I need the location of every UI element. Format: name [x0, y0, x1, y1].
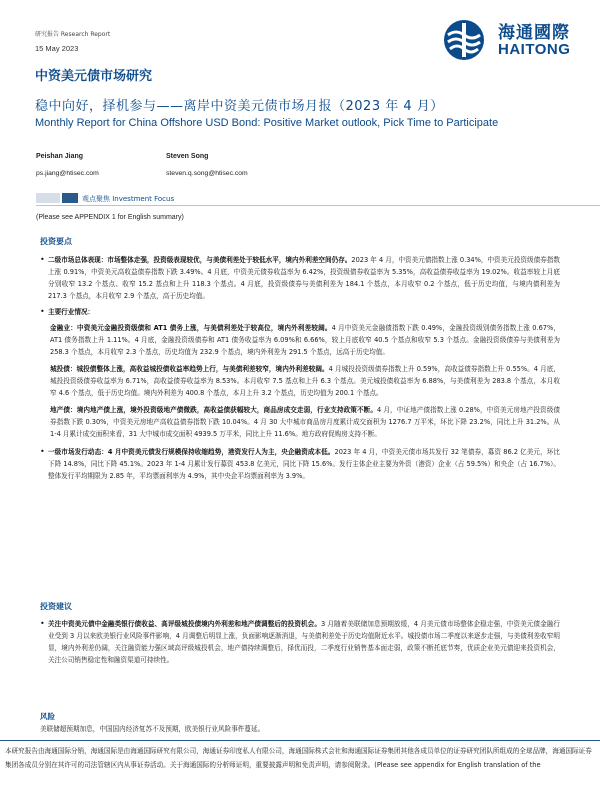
real-estate-paragraph	[50, 404, 560, 440]
bullet-lead: 关注中资美元债中金融类银行债收益、高评级城投债境内外利差和地产债调整后的投资机会。	[48, 620, 321, 628]
bullet-secondary-market	[40, 254, 560, 302]
bullet-body: 2023 年 4 月，中资美元债市场共发行 32 笔债券，募资 86.2 亿美元，环比下降 14.8%，同比下降 45.1%。2023 年 1-4 月累计发行募资 453.8 亿美元，同比下降 15.6%。发行主体企业主要为外资（港资）企业（占 59.5%）和央企（占 16.7%）。整体发行平均期限为 2.85 年，平均票面利率为 4.9%，其中央企平均票面利率为 3.9%。	[48, 448, 560, 480]
real-estate-lead: 地产债：境内地产债上涨，境外投资级地产债微跌，高收益债获幅较大，商品房成交走弱，行业支持政策不断。	[50, 406, 378, 414]
bullet-icon: •	[40, 619, 45, 628]
section-title: 中资美元债市场研究	[35, 69, 153, 84]
heading-highlights: 投资要点	[40, 237, 72, 246]
bullet-lead: 一级市场发行动态：4 月中资美元债发行规模保持收缩趋势，港资发行人为主，央企融资成本低。	[48, 448, 335, 456]
focus-accent-dark	[62, 193, 78, 203]
bullet-lead: 二级市场总体表现：市场整体走强，投资级表现较优，与美债利差处于较低水平，境内外利差空间仍存。	[48, 256, 352, 264]
report-title-cn: 稳中向好，择机参与——离岸中资美元债市场月报（2023 年 4 月）	[35, 99, 444, 114]
report-date: 15 May 2023	[35, 44, 79, 53]
heading-risk: 风险	[40, 712, 55, 721]
highlights-body	[40, 254, 560, 482]
bullet-primary-market	[40, 446, 560, 482]
financial-body: 4 月中资美元金融债指数下跌 0.49%，金融投资级别债务指数上涨 0.67%，AT1 债务指数上升 1.11%。4 月底，金融投资级债券和 AT1 债务收益率为 6.09%和 6.66%，较上月底收窄 40.5 个基点和收窄 5.3 个基点。金融投资级债券与美债利差为 258.3 个基点，本月收窄 2.3 个基点，历史均值为 232.9 个基点，境内外利差为 291.5 个基点，远高于历史均值。	[50, 324, 560, 356]
summary-note: (Please see APPENDIX 1 for English summary)	[36, 214, 184, 221]
real-estate-body: 4 月，中证地产债指数上涨 0.28%，中资美元房地产投资级债券指数下跌 0.30%，中资美元房地产高收益债券指数下跌 10.04%。4 月 30 大中城市商品房月度累计成交面积为 1276.7 万平米，环比下降 23.2%，同比上升 31.2%。从 1-4 月累计成交面积来看，31 大中城市成交面积 4939.5 万平米，同比上升 11.6%。地方政府促购房支持不断。	[50, 406, 561, 438]
advice-body	[40, 618, 560, 666]
focus-divider	[36, 205, 600, 206]
city-bond-lead: 城投债：城投债整体上涨，高收益城投债收益率趋势上行，与美债利差较窄，境内外利差较阔。	[50, 365, 329, 373]
bullet-advice	[40, 618, 560, 666]
bullet-body: 3 月随着美联储加息预期放缓，4 月美元债市场整体企稳走强，中资美元债金融行业受到 3 月以来欧美银行业风险事件影响，4 月调整后明显上涨，负面影响逐渐消退，与美债利差处于历史均值附近水平。城投债市场二季度以来逐步走强，与美债利差收窄明显，境内外利差仍阔，关注融资能力强区域高评级城投机会，地产债持续调整后，择优而投，二季度行业销售基本面走弱，政策不断托底节奏，优质企业美元债迎来投资机会，关注公司销售稳定性和融资渠道可持续性。	[48, 620, 560, 664]
bullet-icon: •	[40, 447, 45, 456]
bullet-icon: •	[40, 255, 45, 264]
risk-body: 美联储超预期加息，中国国内经济复苏不及预期，欧美银行业风险事件蔓延。	[40, 725, 265, 733]
focus-accent-light	[36, 193, 60, 203]
bullet-industries	[40, 306, 560, 318]
author-email-1[interactable]: ps.jiang@htisec.com	[36, 170, 99, 177]
footer-disclaimer: 本研究报告由海通国际分销，海通国际是由海通国际研究有限公司，海通证券印度私人有限公司，海通国际株式会社和海通国际证券集团其他各成员单位的证券研究团队所组成的全球品牌，海通国际证券集团各成员分别在其许可的司法管辖区内从事证券活动。关于海通国际的分析师证明，重要披露声明和免责声明，请参阅附录。(Please see appendix for English translation of the	[5, 747, 592, 769]
report-title-en: Monthly Report for China Offshore USD Bond: Positive Market outlook, Pick Time to Participate	[35, 117, 499, 129]
bullet-icon: •	[40, 307, 45, 316]
author-email-2[interactable]: steven.q.song@htisec.com	[166, 170, 248, 177]
financial-paragraph	[50, 322, 560, 358]
logo-text-cn: 海通國際	[498, 23, 570, 43]
financial-lead: 金融业：中资美元金融投资级债和 AT1 债务上涨，与美债利差处于较高位，境内外利差较阔。	[50, 324, 332, 332]
bullet-body: 2023 年 4 月，中资美元债指数上涨 0.34%，中资美元投资级债券指数上涨 0.91%，中资美元高收益债券指数下跌 3.49%。4 月底，中资美元债券收益率为 6.42%，投资级债券收益率为 5.35%，高收益债券收益率为 19.02%。收益率较上月底分别收窄 13.2 个基点、收窄 15.2 基点和上升 118.3 个基点。4 月底，投资级债券与美债利差为 184.1 个基点，本月收窄 0.2 个基点，低于历史均值，与境内债利差为 217.3 个基点，本月收窄 2.9 个基点，高于历史均值。	[48, 256, 560, 300]
author-name-2: Steven Song	[166, 153, 209, 160]
logo-text-en: HAITONG	[498, 41, 571, 58]
investment-focus-label: 观点聚焦 Investment Focus	[82, 195, 175, 203]
author-name-1: Peishan Jiang	[36, 153, 84, 160]
city-bond-paragraph	[50, 363, 560, 399]
heading-advice: 投资建议	[40, 602, 72, 611]
bullet-lead: 主要行业情况：	[48, 308, 95, 316]
footer-divider	[0, 740, 600, 741]
city-bond-body: 4 月城投投资级债券指数上升 0.59%，高收益债券指数上升 0.55%。4 月底，城投投资级债券收益率为 6.71%，高收益债券收益率为 8.53%。本月收窄 7.5 基点和上升 6.3 个基点。美元城投债收益率为 6.88%，与美债利差为 283.8 个基点，本月收窄 4.6 个基点，低于历史均值。境内外利差为 400.8 个基点，本月上升 3.2 个基点，历史均值为 200.1 个基点。	[50, 365, 560, 397]
report-type: 研究报告 Research Report	[35, 31, 111, 38]
